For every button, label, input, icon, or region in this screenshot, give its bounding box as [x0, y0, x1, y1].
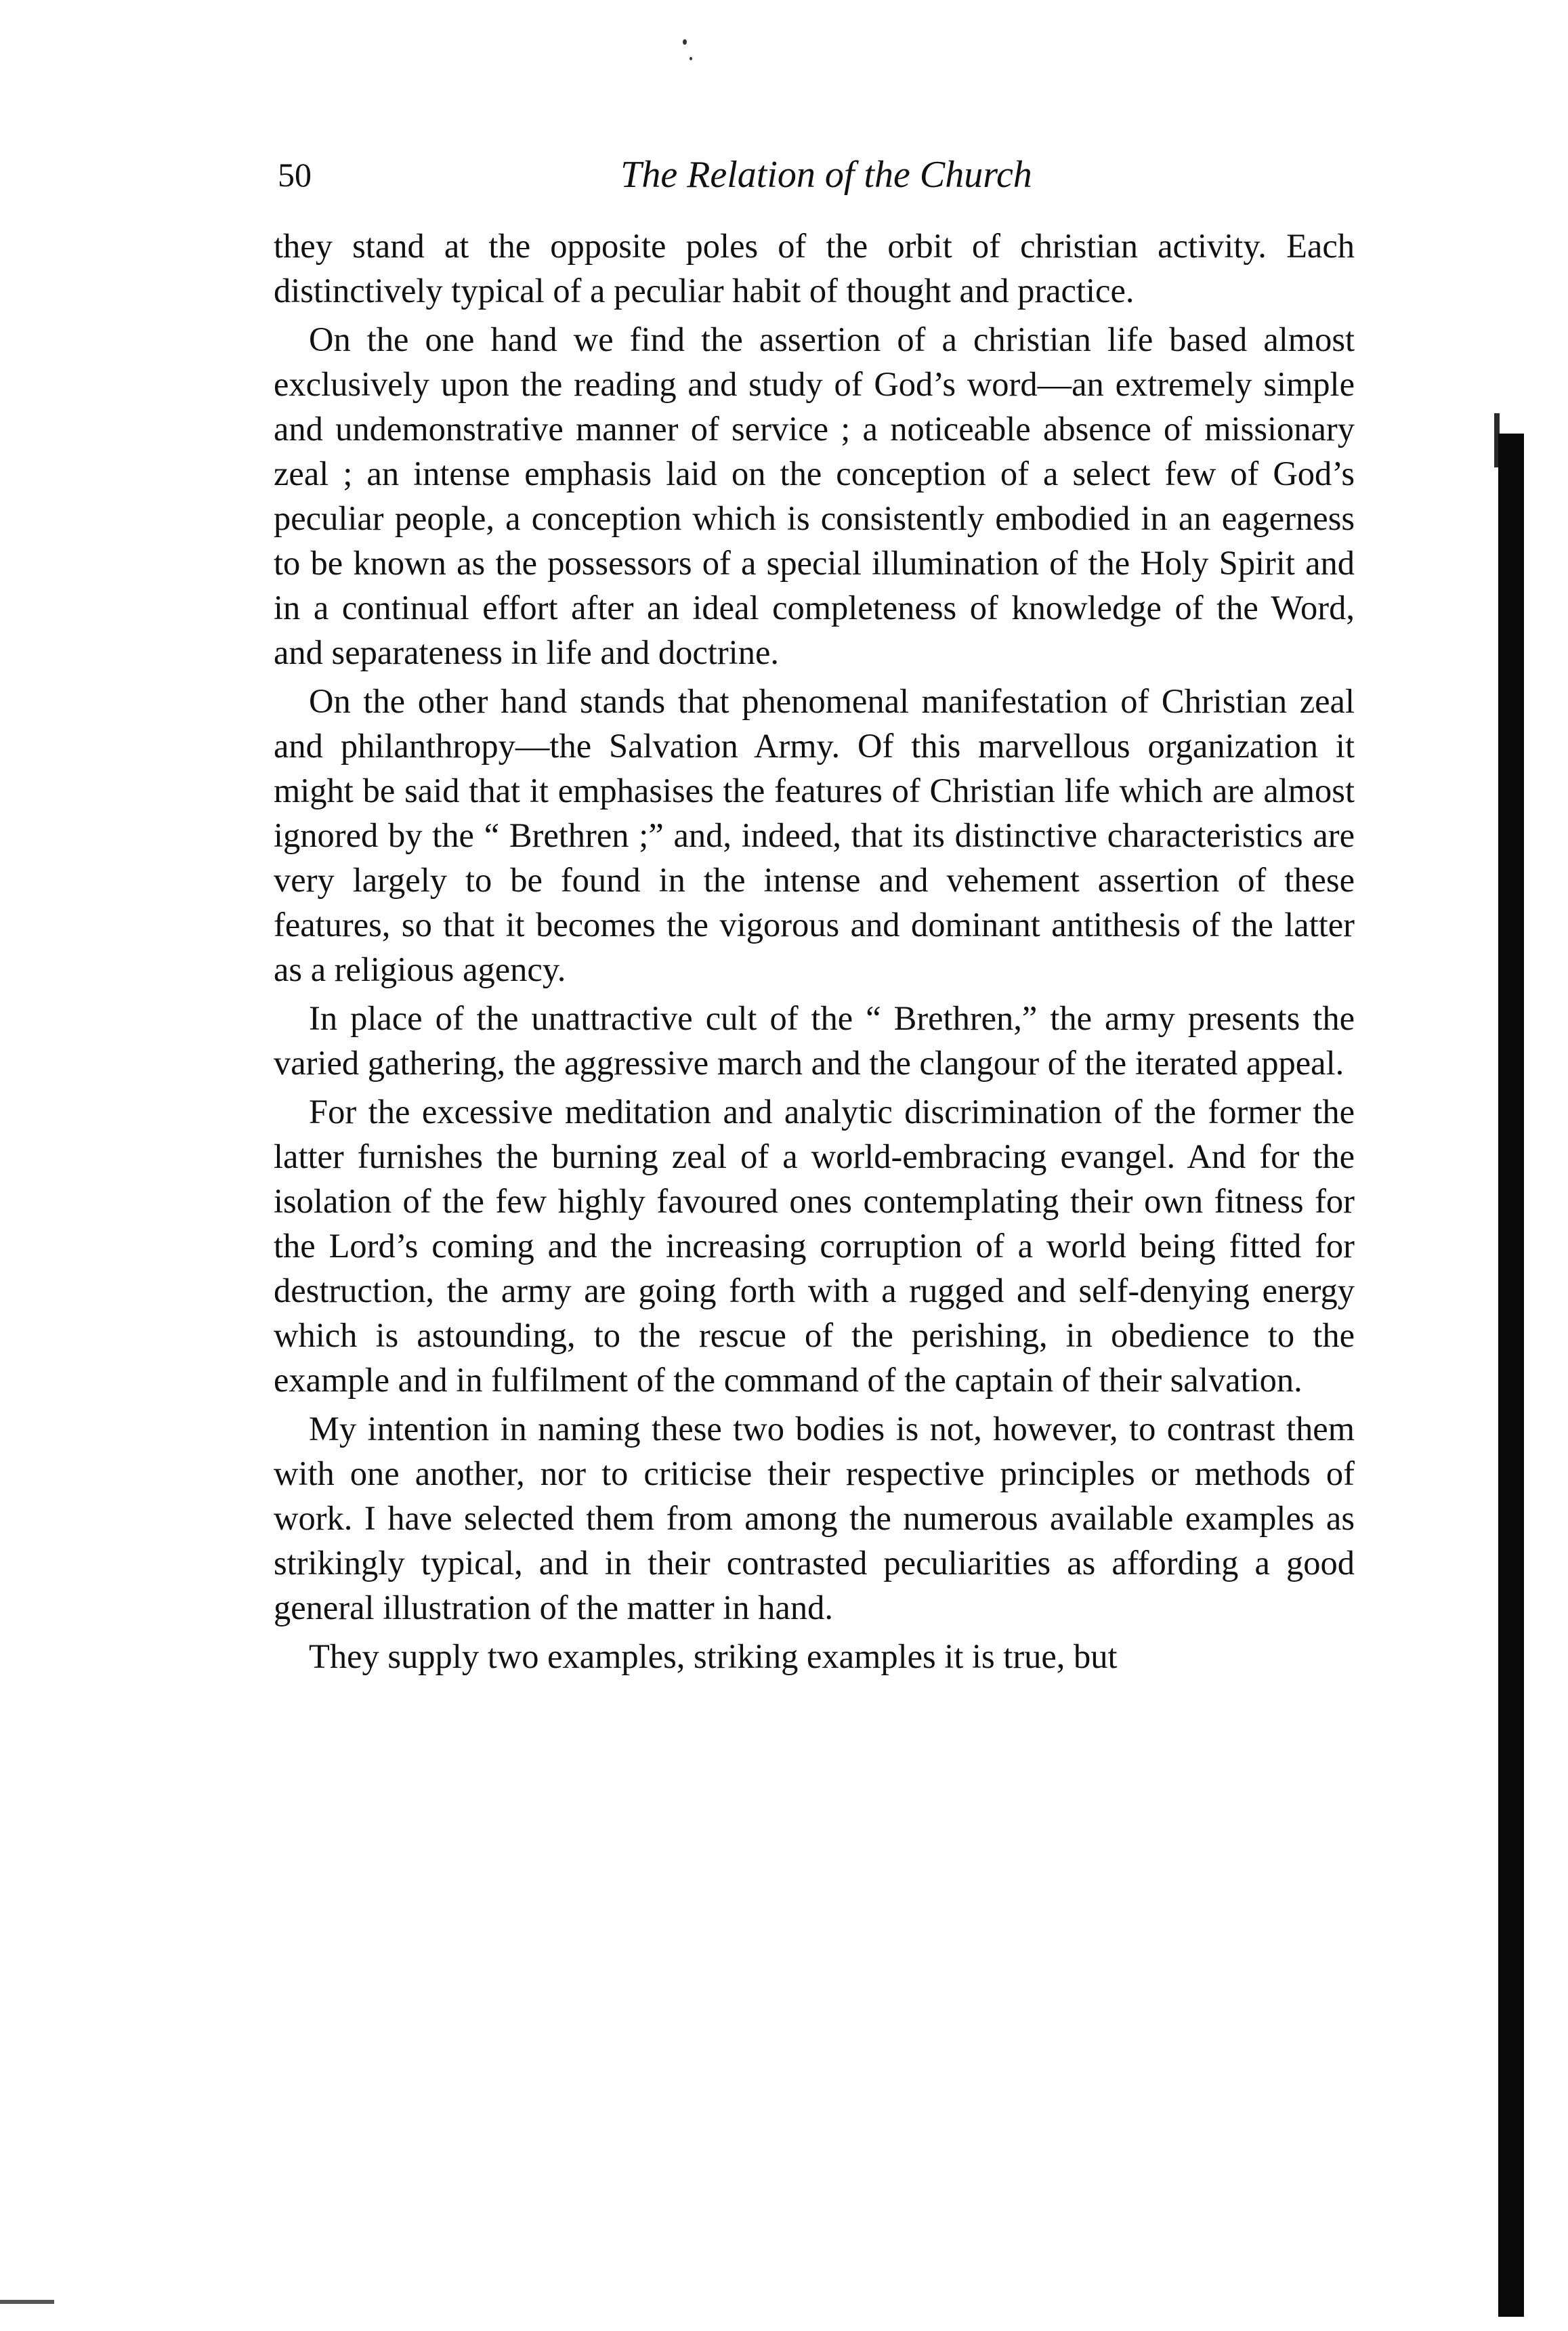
paragraph: They supply two examples, striking examples it is true, but: [309, 1637, 1118, 1675]
paragraph: they stand at the opposite poles of the orbit of christian activity. Each distinctively typical of a peculiar habit of thought and practice.: [274, 227, 1355, 310]
ink-speck: [683, 39, 687, 45]
body-text: [274, 224, 1355, 1683]
running-header: [278, 148, 1348, 202]
paragraph: On the one hand we find the assertion of a christian life based almost exclusively upon the reading and study of God’s word—an extremely simple and undemonstrative manner of service ; a noticeable absence of missionary zeal ; an intense emphasis laid on the conception of a select few of God’s peculiar people, a conception which is consistently embodied in an eagerness to be known as the possessors of a special illumination of the Holy Spirit and in a continual effort after an ideal completeness of knowledge of the Word, and separateness in life and doctrine.: [274, 320, 1355, 671]
paragraph: My intention in naming these two bodies is not, however, to contrast them with one another, nor to criticise their respective principles or methods of work. I have selected them from among the numerous available examples as strikingly typical, and in their contrasted peculiarities as affording a good general illustration of the matter in hand.: [274, 1410, 1355, 1626]
scan-edge-bar: [1498, 434, 1524, 2317]
running-title: The Relation of the Church: [620, 154, 1032, 196]
paragraph: On the other hand stands that phenomenal manifestation of Christian zeal and philanthropy—the Salvation Army. Of this marvellous organization it might be said that it emphasises the features of Christian life which are almost ignored by the “ Brethren ;” and, indeed, that its distinctive characteristics are very largely to be found in the intense and vehement assertion of these features, so that it becomes the vigorous and dominant antithesis of the latter as a religious agency.: [274, 682, 1355, 988]
paragraph: For the excessive meditation and analytic discrimination of the former the latter furnishes the burning zeal of a world-embracing evangel. And for the isolation of the few highly favoured ones contemplating their own fitness for the Lord’s coming and the increasing corruption of a world being fitted for destruction, the army are going forth with a rugged and self-denying energy which is astounding, to the rescue of the perishing, in obedience to the example and in fulfilment of the command of the captain of their salvation.: [274, 1093, 1355, 1399]
ink-speck: [690, 57, 692, 60]
page-number: 50: [278, 156, 312, 194]
scan-footer-mark: [0, 2300, 54, 2304]
paragraph: In place of the unattractive cult of the “ Brethren,” the army presents the varied gathering, the aggressive march and the clangour of the iterated appeal.: [274, 999, 1355, 1082]
